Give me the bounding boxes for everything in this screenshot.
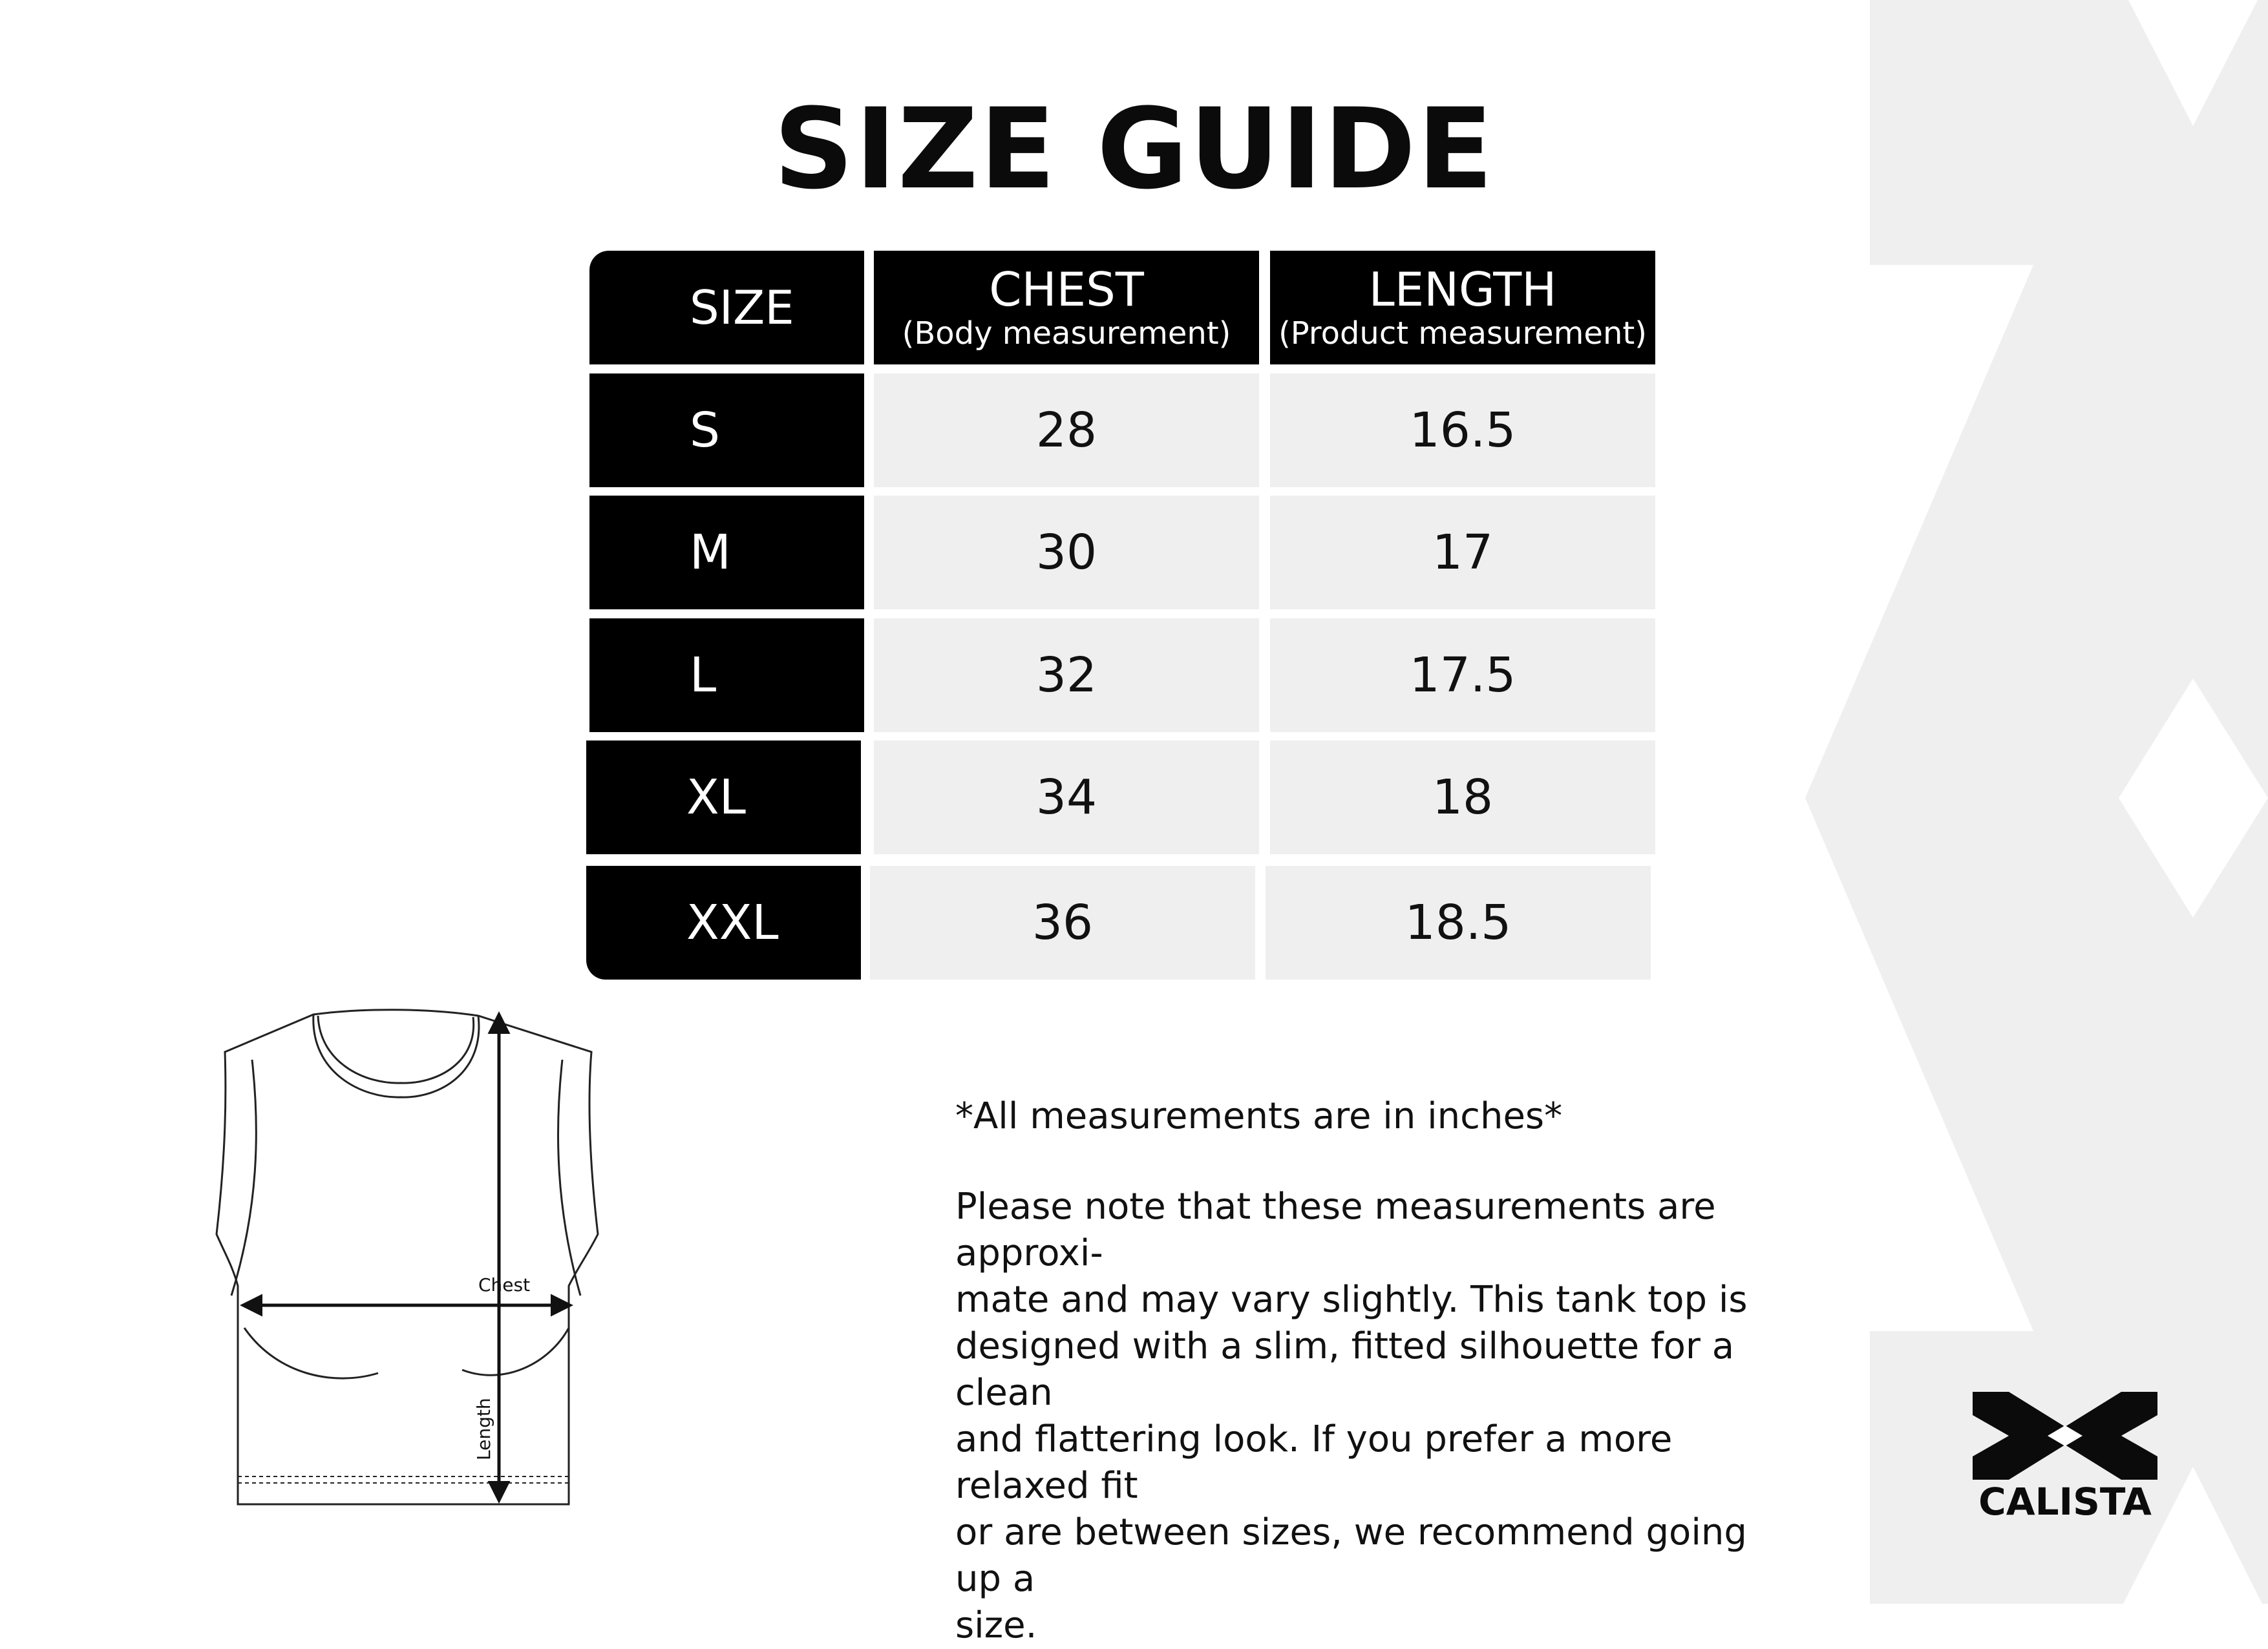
header-length-sub: (Product measurement): [1278, 315, 1647, 352]
fit-note: [955, 1184, 1783, 1649]
fit-note-line: and flattering look. If you prefer a more relaxed fit: [955, 1418, 1673, 1507]
header-chest: [874, 251, 1259, 364]
row-xl-chest: 34: [874, 740, 1259, 854]
fit-note-line: Please note that these measurements are approxi-: [955, 1186, 1716, 1274]
row-s-size: S: [589, 373, 864, 487]
header-length: [1270, 251, 1655, 364]
row-m-chest: 30: [874, 496, 1259, 609]
row-l-length: 17.5: [1270, 618, 1655, 732]
fit-note-line: designed with a slim, fitted silhouette for a clean: [955, 1325, 1735, 1414]
row-xxl-length: 18.5: [1266, 866, 1651, 980]
header-length-label: LENGTH: [1368, 262, 1557, 317]
row-xl-length: 18: [1270, 740, 1655, 854]
row-l-size: L: [589, 618, 864, 732]
row-m-length: 17: [1270, 496, 1655, 609]
row-l-chest: 32: [874, 618, 1259, 732]
fit-note-line: or are between sizes, we recommend going up a: [955, 1511, 1747, 1600]
header-chest-label: CHEST: [989, 262, 1144, 317]
length-label: Length: [473, 1398, 494, 1460]
chest-label: Chest: [478, 1274, 531, 1296]
row-xxl-chest: 36: [870, 866, 1255, 980]
brand-name: CALISTA: [1978, 1480, 2152, 1518]
header-size-label: SIZE: [690, 280, 794, 335]
page-title: SIZE GUIDE: [773, 84, 1495, 214]
row-m-size: M: [589, 496, 864, 609]
header-chest-sub: (Body measurement): [902, 315, 1231, 352]
header-size: [589, 251, 864, 364]
fit-note-line: size.: [955, 1604, 1037, 1646]
row-s-length: 16.5: [1270, 373, 1655, 487]
tank-top-diagram: [207, 1002, 608, 1518]
units-note: *All measurements are in inches*: [955, 1095, 1563, 1137]
row-s-chest: 28: [874, 373, 1259, 487]
calista-logo: [1971, 1389, 2159, 1518]
row-xl-size: XL: [586, 740, 861, 854]
row-xxl-size: XXL: [586, 866, 861, 980]
fit-note-line: mate and may vary slightly. This tank top is: [955, 1279, 1748, 1321]
